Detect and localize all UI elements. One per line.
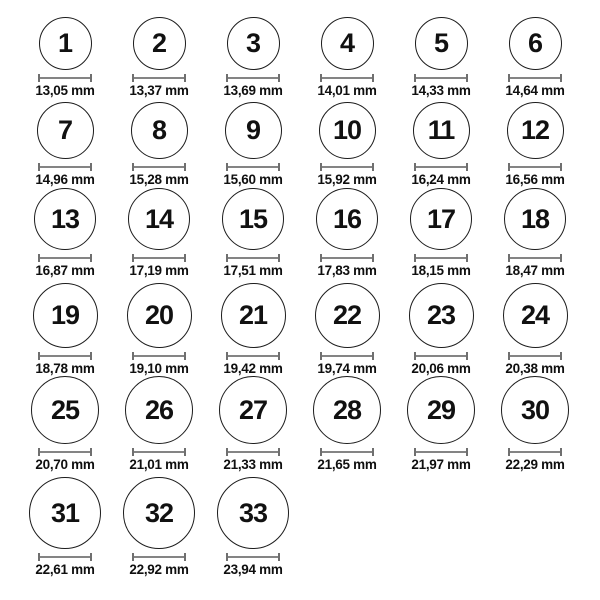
ring-circle [227, 17, 280, 70]
diameter-label: 18,78 mm [35, 361, 95, 376]
ring-size-number: 6 [527, 28, 543, 58]
ring-size-number: 23 [426, 300, 456, 330]
diameter-ruler-icon [226, 74, 280, 82]
diameter-label: 16,56 mm [505, 172, 565, 187]
ring-size-number: 14 [144, 203, 174, 234]
diameter-label: 21,33 mm [223, 457, 283, 472]
ring-size-cell [206, 188, 300, 278]
ring-circle [217, 477, 289, 549]
diameter-label: 14,64 mm [505, 83, 565, 98]
ring-size-cell [394, 376, 488, 472]
ring-circle [225, 102, 282, 159]
ring-circle [125, 376, 193, 444]
ring-size-cell [112, 283, 206, 376]
diameter-ruler-icon [414, 163, 468, 171]
ring-size-number: 17 [426, 203, 456, 234]
ring-circle [123, 477, 195, 549]
ring-circle [221, 283, 286, 348]
ring-size-number: 7 [57, 115, 73, 145]
ring-size-cell [112, 17, 206, 98]
ring-size-cell [18, 376, 112, 472]
ring-size-number: 24 [520, 300, 550, 330]
ring-circle [313, 376, 381, 444]
diameter-label: 18,47 mm [505, 263, 565, 278]
diameter-ruler-icon [38, 352, 92, 360]
diameter-ruler-icon [320, 254, 374, 262]
ring-size-number: 10 [332, 115, 362, 145]
ring-size-number: 18 [520, 203, 550, 234]
ring-size-cell [300, 188, 394, 278]
diameter-ruler-icon [414, 448, 468, 456]
ring-size-cell [112, 188, 206, 278]
ring-size-cell [394, 188, 488, 278]
ring-size-cell [488, 188, 582, 278]
diameter-ruler-icon [320, 163, 374, 171]
ring-size-number: 1 [57, 28, 73, 58]
ring-circle [33, 283, 98, 348]
ring-circle [507, 102, 564, 159]
diameter-label: 17,19 mm [129, 263, 189, 278]
chart-row [18, 283, 566, 376]
diameter-label: 20,06 mm [411, 361, 471, 376]
diameter-ruler-icon [38, 163, 92, 171]
ring-size-number: 21 [238, 300, 268, 330]
diameter-label: 17,83 mm [317, 263, 377, 278]
ring-size-number: 25 [50, 394, 80, 425]
ring-size-number: 26 [144, 394, 174, 425]
diameter-ruler-icon [132, 553, 186, 561]
diameter-ruler-icon [414, 74, 468, 82]
ring-circle [127, 283, 192, 348]
diameter-label: 20,70 mm [35, 457, 95, 472]
diameter-label: 23,94 mm [223, 562, 283, 577]
diameter-ruler-icon [508, 74, 562, 82]
ring-size-cell [112, 376, 206, 472]
ring-size-number: 15 [238, 203, 268, 234]
ring-size-cell [488, 283, 582, 376]
chart-row [18, 17, 566, 98]
diameter-ruler-icon [38, 448, 92, 456]
diameter-ruler-icon [132, 74, 186, 82]
diameter-ruler-icon [320, 74, 374, 82]
ring-size-cell [488, 376, 582, 472]
ring-size-number: 9 [245, 115, 261, 145]
diameter-ruler-icon [226, 553, 280, 561]
ring-size-cell [394, 17, 488, 98]
ring-size-number: 32 [144, 497, 174, 528]
diameter-label: 13,69 mm [223, 83, 283, 98]
diameter-label: 19,10 mm [129, 361, 189, 376]
ring-circle [504, 188, 566, 250]
diameter-label: 21,65 mm [317, 457, 377, 472]
ring-size-cell [112, 477, 206, 577]
diameter-label: 14,01 mm [317, 83, 377, 98]
diameter-label: 15,60 mm [223, 172, 283, 187]
ring-circle [503, 283, 568, 348]
diameter-ruler-icon [508, 448, 562, 456]
ring-circle [413, 102, 470, 159]
ring-size-number: 4 [339, 28, 355, 58]
ring-size-number: 2 [151, 28, 167, 58]
ring-circle [31, 376, 99, 444]
diameter-label: 15,28 mm [129, 172, 189, 187]
ring-circle [407, 376, 475, 444]
ring-size-number: 5 [433, 28, 449, 58]
ring-circle [319, 102, 376, 159]
diameter-label: 22,29 mm [505, 457, 565, 472]
diameter-label: 16,24 mm [411, 172, 471, 187]
ring-size-number: 20 [144, 300, 174, 330]
ring-size-number: 8 [151, 115, 167, 145]
ring-size-number: 11 [427, 115, 455, 145]
chart-row [18, 188, 566, 278]
ring-size-number: 16 [332, 203, 362, 234]
ring-circle [415, 17, 468, 70]
ring-size-cell [18, 477, 112, 577]
ring-size-number: 33 [238, 497, 268, 528]
diameter-ruler-icon [226, 254, 280, 262]
ring-circle [133, 17, 186, 70]
ring-circle [39, 17, 92, 70]
diameter-ruler-icon [132, 352, 186, 360]
diameter-ruler-icon [38, 254, 92, 262]
ring-circle [316, 188, 378, 250]
diameter-ruler-icon [320, 352, 374, 360]
diameter-label: 16,87 mm [35, 263, 95, 278]
ring-circle [37, 102, 94, 159]
diameter-ruler-icon [414, 352, 468, 360]
diameter-ruler-icon [226, 352, 280, 360]
ring-circle [222, 188, 284, 250]
diameter-label: 17,51 mm [223, 263, 283, 278]
ring-size-number: 29 [426, 394, 456, 425]
diameter-label: 22,61 mm [35, 562, 95, 577]
diameter-label: 14,33 mm [411, 83, 471, 98]
ring-size-number: 3 [245, 28, 261, 58]
diameter-ruler-icon [38, 553, 92, 561]
diameter-label: 19,42 mm [223, 361, 283, 376]
ring-size-number: 27 [238, 394, 268, 425]
ring-size-number: 31 [50, 497, 80, 528]
diameter-ruler-icon [508, 352, 562, 360]
diameter-ruler-icon [132, 163, 186, 171]
ring-size-cell [488, 17, 582, 98]
ring-size-cell [300, 102, 394, 187]
chart-row [18, 102, 566, 187]
ring-circle [509, 17, 562, 70]
ring-size-cell [18, 102, 112, 187]
ring-size-cell [300, 376, 394, 472]
diameter-label: 21,97 mm [411, 457, 471, 472]
diameter-ruler-icon [226, 163, 280, 171]
diameter-ruler-icon [508, 254, 562, 262]
ring-size-cell [206, 477, 300, 577]
chart-row [18, 376, 566, 472]
ring-size-cell [206, 102, 300, 187]
diameter-label: 20,38 mm [505, 361, 565, 376]
ring-circle [410, 188, 472, 250]
diameter-label: 13,05 mm [35, 83, 95, 98]
ring-size-cell [206, 17, 300, 98]
diameter-label: 15,92 mm [317, 172, 377, 187]
ring-size-number: 28 [332, 394, 362, 425]
diameter-label: 18,15 mm [411, 263, 471, 278]
ring-size-cell [300, 283, 394, 376]
diameter-label: 19,74 mm [317, 361, 377, 376]
ring-circle [315, 283, 380, 348]
ring-circle [409, 283, 474, 348]
diameter-ruler-icon [132, 448, 186, 456]
ring-size-cell [206, 376, 300, 472]
diameter-ruler-icon [38, 74, 92, 82]
diameter-ruler-icon [226, 448, 280, 456]
ring-size-number: 12 [520, 115, 550, 145]
ring-circle [128, 188, 190, 250]
ring-size-cell [394, 283, 488, 376]
diameter-ruler-icon [414, 254, 468, 262]
ring-circle [219, 376, 287, 444]
ring-size-cell [18, 283, 112, 376]
diameter-label: 13,37 mm [129, 83, 189, 98]
ring-circle [501, 376, 569, 444]
ring-circle [321, 17, 374, 70]
ring-size-cell [300, 17, 394, 98]
diameter-label: 14,96 mm [35, 172, 95, 187]
diameter-label: 22,92 mm [129, 562, 189, 577]
ring-size-number: 19 [50, 300, 80, 330]
ring-size-cell [18, 188, 112, 278]
ring-circle [34, 188, 96, 250]
chart-row [18, 477, 566, 577]
ring-size-cell [112, 102, 206, 187]
ring-size-number: 13 [50, 203, 80, 234]
ring-size-cell [488, 102, 582, 187]
diameter-ruler-icon [508, 163, 562, 171]
ring-size-cell [394, 102, 488, 187]
ring-size-number: 22 [332, 300, 362, 330]
ring-circle [29, 477, 101, 549]
diameter-ruler-icon [132, 254, 186, 262]
ring-size-number: 30 [520, 394, 550, 425]
diameter-ruler-icon [320, 448, 374, 456]
ring-size-cell [18, 17, 112, 98]
diameter-label: 21,01 mm [129, 457, 189, 472]
ring-size-cell [206, 283, 300, 376]
ring-circle [131, 102, 188, 159]
